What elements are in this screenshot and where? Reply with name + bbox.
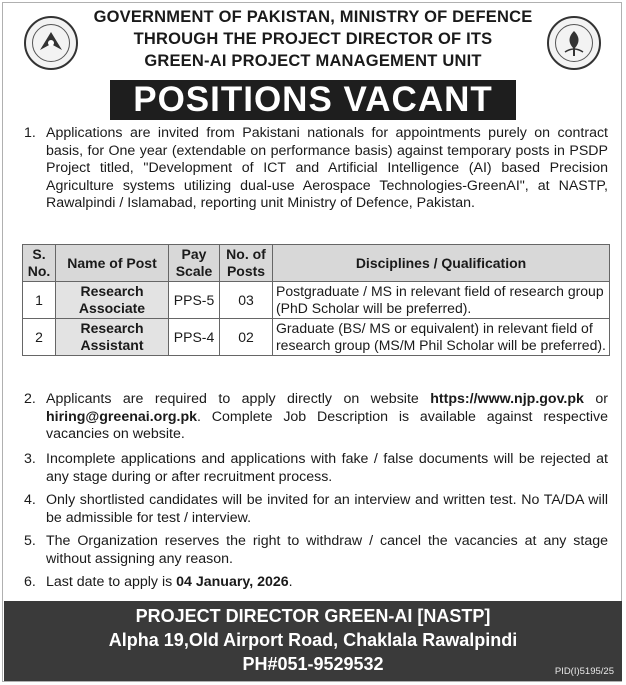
point-4-text: Only shortlisted candidates will be invited for an interview and written test. No TA/DA will be admissible for test / interview. <box>46 492 608 526</box>
header <box>0 0 626 80</box>
last-date: 04 January, 2026 <box>176 574 289 590</box>
point-6-text: Last date to apply is 04 January, 2026. <box>46 574 293 590</box>
point-3-text: Incomplete applications and applications with fake / false documents will be rejected at any stage during or after recruitment process. <box>46 451 608 485</box>
point-5-number: 5. <box>24 533 36 549</box>
pakistan-airforce-emblem-icon <box>24 16 78 70</box>
pid-number: PID(I)5195/25 <box>554 666 614 677</box>
point-1-number: 1. <box>24 125 36 141</box>
row-no-of-posts: 02 <box>220 319 273 356</box>
table-header-row <box>23 245 610 282</box>
website-link[interactable]: https://www.njp.gov.pk <box>430 391 584 407</box>
footer-line-3: PH#051-9529532 <box>242 654 384 674</box>
row-no-of-posts: 03 <box>220 282 273 319</box>
row-post-name: Research Assistant <box>56 319 169 356</box>
point-6-number: 6. <box>24 574 36 590</box>
header-title <box>80 6 546 72</box>
row-pay-scale: PPS-4 <box>169 319 220 356</box>
table-row <box>23 319 610 356</box>
header-name-of-post: Name of Post <box>56 245 169 282</box>
row-post-name: Research Associate <box>56 282 169 319</box>
header-no-of-posts: No. of Posts <box>220 245 273 282</box>
point-1-text: Applications are invited from Pakistani nationals for appointments purely on contract basis, for One year (extendable on performance basis) against temporary posts in PSDP Project titled, "Development of ICT and Artificial Intelligence (AI) based Precision Agriculture systems utilizing dual-use Aerospace Technologies-GreenAI", at NASTP, Rawalpindi / Islamabad, reporting unit Ministry of Defence, Pakistan. <box>46 125 608 212</box>
footer-line-1: PROJECT DIRECTOR GREEN-AI [NASTP] <box>135 606 491 626</box>
row-qualification: Graduate (BS/ MS or equivalent) in relevant field of research group (MS/M Phil Scholar will be preferred). <box>273 319 610 356</box>
positions-table <box>22 244 610 356</box>
row-pay-scale: PPS-5 <box>169 282 220 319</box>
email-link[interactable]: hiring@greenai.org.pk <box>46 408 197 425</box>
point-5-text: The Organization reserves the right to withdraw / cancel the vacancies at any stage without assigning any reason. <box>46 533 608 567</box>
header-line-1: GOVERNMENT OF PAKISTAN, MINISTRY OF DEFENCE <box>93 8 533 26</box>
point-2-text: Applicants are required to apply directly on website https://www.njp.gov.pk or hiring@greenai.org.pk. Complete Job Description is available against respective vacancies on website. <box>46 391 609 443</box>
header-line-3: GREEN-AI PROJECT MANAGEMENT UNIT <box>144 52 482 70</box>
header-sno: S. No. <box>23 245 56 282</box>
row-sno: 2 <box>23 319 56 356</box>
point-4-number: 4. <box>24 492 36 508</box>
green-ai-emblem-icon <box>547 16 601 70</box>
positions-vacant-banner: POSITIONS VACANT <box>110 80 516 120</box>
table-row <box>23 282 610 319</box>
point-2-number: 2. <box>24 391 36 407</box>
footer-line-2: Alpha 19,Old Airport Road, Chaklala Rawalpindi <box>108 630 518 650</box>
row-qualification: Postgraduate / MS in relevant field of research group (PhD Scholar will be preferred). <box>273 282 610 319</box>
header-pay-scale: Pay Scale <box>169 245 220 282</box>
header-line-2: THROUGH THE PROJECT DIRECTOR OF ITS <box>133 30 493 48</box>
footer-contact <box>4 601 622 681</box>
header-qualification: Disciplines / Qualification <box>273 245 610 282</box>
point-3-number: 3. <box>24 451 36 467</box>
row-sno: 1 <box>23 282 56 319</box>
